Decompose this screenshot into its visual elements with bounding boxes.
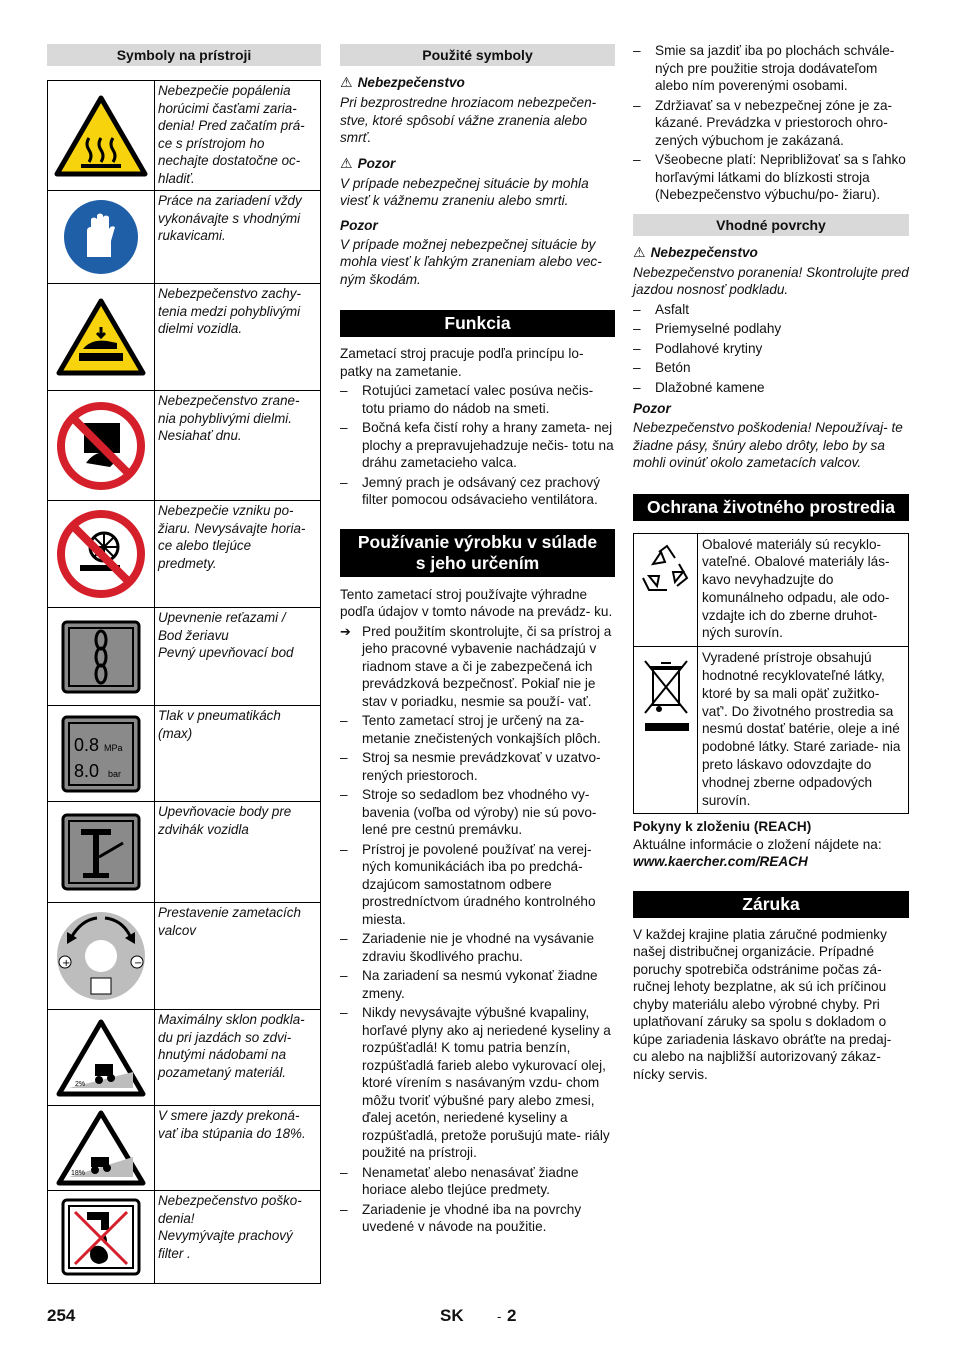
surfaces-danger-text: Nebezpečenstvo poranenia! Skontrolujte pred jazdou nosnosť podkladu. (633, 264, 909, 297)
no-washing-filter-icon (48, 1191, 155, 1283)
symbol-row (48, 191, 320, 284)
operation-rules-list (633, 42, 909, 204)
list-item: – Zariadenie nie je vhodné na vysávanie zdraviu škodlivého prachu. (340, 930, 615, 965)
symbol-row (48, 284, 320, 391)
weee-crossed-bin-icon (634, 647, 698, 813)
list-item: – Dlažobné kamene (633, 379, 909, 397)
list-item: – Stroj sa nesmie prevádzkovať v uzatvo- rených priestoroch. (340, 749, 615, 784)
roller-adjust-icon (48, 903, 155, 1009)
surfaces-caution-text: Nebezpečenstvo poškodenia! Nepoužívaj- te žiadne pásy, šnúry alebo drôty, lebo by sa mohli ovinúť okolo zametacích valcov. (633, 420, 903, 470)
symbol-row (48, 501, 320, 608)
symbol-row (48, 608, 320, 706)
svg-text:−: − (134, 958, 143, 969)
language-code: SK (440, 1306, 464, 1325)
signal-caution-text: V prípade možnej nebezpečnej situácie by mohla viesť k ľahkým zraneniam alebo vec- ným škodám. (340, 236, 602, 287)
signal-word-caution: Pozor (633, 401, 671, 416)
svg-text:+: + (62, 958, 71, 969)
environment-row (634, 534, 908, 648)
list-item: – Priemyselné podlahy (633, 320, 909, 338)
intended-use-instruction: ➔ Pred použitím skontrolujte, či sa prístroj a jeho pracovné vybavenie nachádzajú v riadnom stave a či je zabezpečená ich prevádzková bezpečnosť. Pokiaľ nie je stav v poriadku, nesmie sa použí- vať. (340, 623, 612, 709)
warranty-text: V každej krajine platia záručné podmienky našej distribučnej organizácie. Prípadné poruchy spotrebiča odstránime počas zá- ručnej lehoty bezplatne, ak sú ich príčinou chyby materiálu alebo výrobné chyby. Pri uplatňovaní záruky sa spolu s dokladom o kúpe zariadenia láskavo obráťte na predaj- cu alebo na najbližší autorizovaný zákaz- nícky servis. (633, 926, 892, 1082)
no-hot-objects-icon (48, 501, 155, 607)
recycling-icon (634, 534, 698, 647)
hot-surface-warning-icon (48, 81, 155, 190)
warning-triangle-icon: ⚠ (633, 243, 646, 260)
gradient-warning-icon (48, 1106, 155, 1190)
svg-text:2%: 2% (75, 1080, 86, 1088)
symbol-text: Nebezpečie vzniku po- žiaru. Nevysávajte horia- ce alebo tlejúce predmety. (158, 503, 306, 571)
intended-use-list (340, 712, 615, 1236)
section-heading-surfaces: Vhodné povrchy (633, 214, 909, 236)
list-item: – Prístroj je povolené používať na verej- ných komunikáciách iba po predchá- dzajúcom samostatnom odbere prostredníctvom úradného kontrolného miesta. (340, 841, 615, 929)
list-item: – Zdržiavať sa v nebezpečnej zóne je za- kázané. Prevádzka v priestoroch ohro- zených výbuchom je zakázaná. (633, 97, 909, 150)
symbol-text: V smere jazdy prekoná- vať iba stúpania do 18%. (158, 1108, 306, 1141)
svg-text:18%: 18% (71, 1170, 86, 1177)
arrow-right-icon: ➔ (340, 623, 351, 639)
symbol-row (48, 706, 320, 802)
symbol-text: Nebezpečenstvo zachy- tenia medzi pohyblivými dielmi vozidla. (158, 286, 301, 336)
section-heading-device-symbols: Symboly na prístroji (47, 44, 321, 66)
list-item: – Podlahové krytiny (633, 340, 909, 358)
symbol-text: Nebezpečenstvo poško- denia! Nevymývajte prachový filter . (158, 1193, 302, 1261)
list-item: – Asfalt (633, 301, 909, 319)
list-item: – Nenametať alebo nenasávať žiadne horiace alebo tlejúce predmety. (340, 1164, 615, 1199)
section-title-warranty: Záruka (633, 891, 909, 918)
symbol-text: Nebezpečie popálenia horúcimi časťami zaria- denia! Pred začatím prá- ce s prístrojom ho nechajte dostatočne oc- hladiť. (158, 83, 305, 186)
list-item: – Tento zametací stroj je určený na za- metanie znečistených vonkajších plôch. (340, 712, 615, 747)
chain-lashing-icon (48, 608, 155, 705)
signal-word-caution: Pozor (340, 217, 378, 233)
symbol-text: Maximálny sklon podkla- du pri jazdách so zdvi- hnutými nádobami na pozametaný materiál. (158, 1012, 305, 1080)
warning-triangle-icon: ⚠ (340, 154, 353, 171)
section-title-funkcia: Funkcia (340, 310, 615, 337)
footer-separator: - (497, 1309, 502, 1324)
signal-word-danger: ⚠ Nebezpečenstvo (633, 243, 758, 260)
reach-link[interactable]: www.kaercher.com/REACH (633, 854, 808, 870)
funkcia-intro: Zametací stroj pracuje podľa princípu lo- patky na zametanie. (340, 346, 584, 379)
list-item: – Všeobecne platí: Nepribližovať sa s ľahko horľavými látkami do blízkosti stroja (Nebezpečenstvo výbuchu/po- žiaru). (633, 151, 909, 204)
symbol-row (48, 1191, 320, 1283)
section-title-intended-use: Používanie výrobku v súlade s jeho určením (340, 529, 615, 577)
list-item: – Na zariadení sa nesmú vykonať žiadne zmeny. (340, 967, 615, 1002)
environment-text: Vyradené prístroje obsahujú hodnotné recyklovateľné látky, ktoré by sa mali opäť zužitko- vať'. Do životného prostredia sa nesmú dostať batérie, oleje a iné podobné látky. Staré zariade- nia preto láskavo odovzdajte do vhodnej zberne odpadových surovín. (702, 650, 901, 808)
signal-word-danger: ⚠ Nebezpečenstvo (340, 74, 465, 90)
section-heading-used-symbols: Použité symboly (340, 44, 615, 66)
section-title-environment: Ochrana životného prostredia (633, 494, 909, 521)
svg-text:0.8: 0.8 (74, 734, 100, 755)
symbols-column (47, 44, 321, 1284)
middle-column (340, 44, 615, 1236)
reach-title: Pokyny k zloženiu (REACH) (633, 819, 812, 835)
intended-use-intro: Tento zametací stroj používajte výhradne podľa údajov v tomto návode na prevádz- ku. (340, 586, 613, 619)
tyre-pressure-icon (48, 706, 155, 801)
symbol-row (48, 391, 320, 501)
reach-text: Aktuálne informácie o zložení nájdete na: (633, 836, 882, 852)
hand-crush-warning-icon (48, 284, 155, 390)
environment-text: Obalové materiály sú recyklo- vateľné. Obalové materiály lás- kavo nevyhadzujte do komunálneho odpadu, ale odo- vzdajte ich do zberne druhot- ných surovín. (702, 536, 890, 641)
symbol-row (48, 903, 320, 1010)
warning-triangle-icon: ⚠ (340, 74, 353, 90)
svg-text:8.0: 8.0 (74, 760, 100, 781)
no-reach-in-icon (48, 391, 155, 500)
symbol-text: Nebezpečenstvo zrane- nia pohyblivými dielmi. Nesiahať dnu. (158, 393, 300, 443)
symbol-text: Prestavenie zametacích valcov (158, 905, 301, 938)
symbol-row (48, 1010, 320, 1106)
jack-point-icon (48, 802, 155, 902)
list-item: – Rotujúci zametací valec posúva nečis- totu priamo do nádob na smeti. (340, 382, 615, 417)
signal-danger-text: Pri bezprostredne hroziacom nebezpečen- stve, ktoré spôsobí vážne zranenia alebo smrť. (340, 95, 597, 145)
environment-row (634, 647, 908, 813)
symbol-text: Upevňovacie body pre zdvihák vozidla (158, 804, 292, 837)
right-column (633, 44, 909, 1083)
symbol-row (48, 1106, 320, 1191)
funkcia-list (340, 382, 615, 509)
svg-text:MPa: MPa (104, 742, 123, 753)
list-item: – Smie sa jazdiť iba po plochách schvále- ných pre použitie stroja dodávateľom alebo ním poverenými osobami. (633, 42, 909, 95)
page-number: 254 (47, 1306, 76, 1325)
surfaces-list (633, 301, 909, 397)
list-item: – Nikdy nevysávajte výbušné kvapaliny, horľavé plyny ako aj neriedené kyseliny a rozpúšťadlá! K tomu patria benzín, rozpúšťadlá farieb alebo vykurovací olej, ktoré vírením s nasávaným vzdu- chom môžu tvoriť výbušné pary alebo zmesi, ďalej acetón, neriedené kyseliny a rozpúšťadlá, pretože porušujú mate- riály použité na prístroji. (340, 1004, 615, 1162)
signal-warning-text: V prípade nebezpečnej situácie by mohla viesť k vážnemu zraneniu alebo smrti. (340, 175, 589, 208)
list-item: – Betón (633, 359, 909, 377)
slope-limit-warning-icon (48, 1010, 155, 1105)
list-item: – Zariadenie je vhodné iba na povrchy uvedené v návode na použitie. (340, 1201, 615, 1236)
signal-word-warning: ⚠ Pozor (340, 154, 396, 171)
environment-table (633, 533, 909, 815)
device-symbols-table (47, 80, 321, 1284)
wear-gloves-icon (48, 191, 155, 283)
list-item: – Bočná kefa čistí rohy a hrany zameta- nej plochy a prepravujehadzuje nečis- totu na dráhu zametacieho valca. (340, 419, 615, 472)
symbol-row (48, 802, 320, 903)
list-item: – Jemný prach je odsávaný cez prachový filter pomocou odsávacieho ventilátora. (340, 474, 615, 509)
svg-text:bar: bar (108, 768, 122, 779)
symbol-text: Upevnenie reťazami / Bod žeriavu Pevný upevňovací bod (158, 610, 294, 660)
symbol-text: Práce na zariadení vždy vykonávajte s vhodnými rukavicami. (158, 193, 302, 243)
symbol-row (48, 81, 320, 191)
symbol-text: Tlak v pneumatikách (max) (158, 708, 281, 741)
sub-page-number: 2 (507, 1306, 517, 1325)
list-item: – Stroje so sedadlom bez vhodného vy- bavenia (voľba od výroby) nie sú povo- lené pre cestnú premávku. (340, 786, 615, 839)
